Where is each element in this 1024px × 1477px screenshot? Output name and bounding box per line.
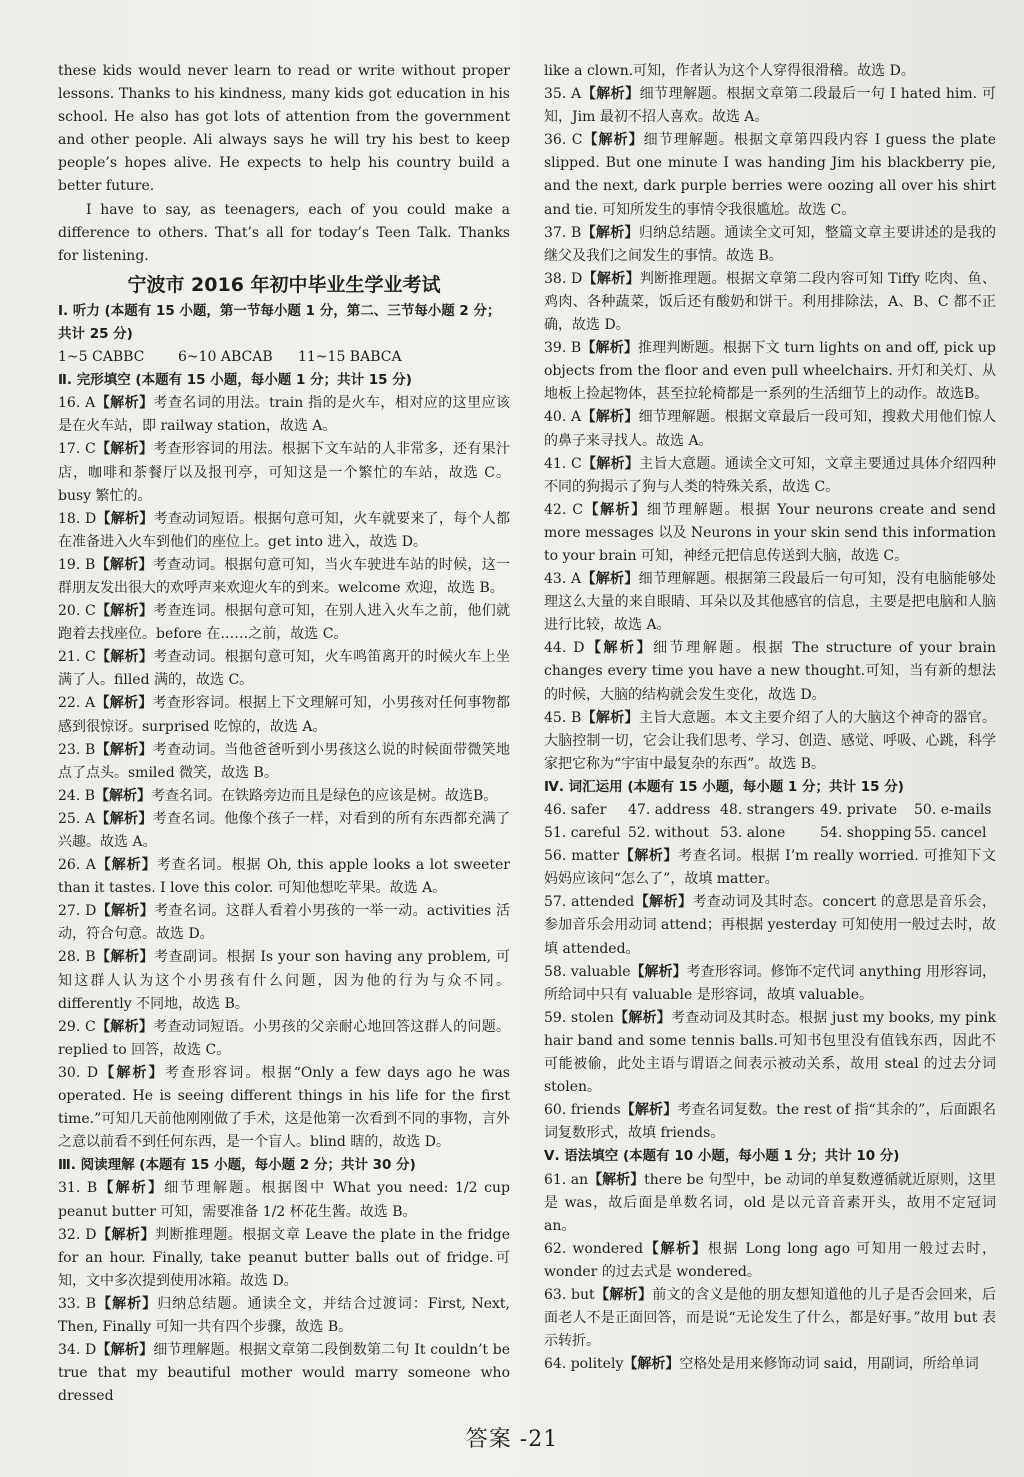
answer-item: 56. matter【解析】考查名词。根据 I’m really worried. 可推知下文妈妈应该问“怎么了”，故填 matter。 (544, 848, 996, 888)
answer-item: 41. C【解析】主旨大意题。通读全文可知，文章主要通过具体介绍四种不同的狗揭示了狗与人类的特殊关系，故选 C。 (544, 455, 997, 495)
answer-item: 38. D【解析】判断推理题。根据文章第二段内容可知 Tiffy 吃肉、鱼、鸡肉、各种蔬菜，饭后还有酸奶和饼干。利用排除法，A、B、C 都不正确，故选 D。 (544, 270, 997, 334)
answer-item: 23. B【解析】考查动词。当他爸爸听到小男孩这么说的时候面带微笑地点了点头。smiled 微笑，故选 B。 (58, 741, 510, 781)
answer-item: 28. B【解析】考查副词。根据 Is your son having any problem, 可知这群人认为这个小男孩有什么问题，因为他的行为与众不同。differently 不同地，故选 B。 (58, 949, 510, 1012)
answer-item: 63. but【解析】前文的含义是他的朋友想知道他的儿子是否会回来，后面老人不是正面回答，而是说“无论发生了什么，都是好事。”故用 but 表示转折。 (544, 1286, 996, 1350)
answer-item: 42. C【解析】细节理解题。根据 Your neurons create and send more messages 以及 Neurons in your skin send this information to your brain 可知，神经元把信息传送到大脑，故选 C。 (544, 501, 997, 564)
answer-item: 32. D【解析】判断推理题。根据文章 Leave the plate in the fridge for an hour. Finally, take peanut butter balls out of fridge.可知，文中多次提到使用冰箱。故选 D。 (58, 1226, 510, 1289)
vocab-answer: 46. safer (544, 802, 607, 818)
answer-item: 30. D【解析】考查形容词。根据“Only a few days ago he was operated. He is seeing different things in his life for the first time.”可知几天前他刚刚做了手术，这是他第一次看到不同的事物，言外之意以前看不到任何东西，是一个盲人。blind 瞎的，故选 D。 (58, 1064, 510, 1151)
answer-item: 27. D【解析】考查名词。这群人看着小男孩的一举一动。activities 活动，符合句意。故选 D。 (58, 903, 510, 943)
answer-item: 45. B【解析】主旨大意题。本文主要介绍了人的大脑这个神奇的器官。大脑控制一切，它会让我们思考、学习、创造、感觉、呼吸、心跳，科学家把它称为“宇宙中最复杂的东西”。故选 B。 (544, 709, 996, 772)
intro-paragraph-1: these kids would never learn to read or write without proper lessons. Thanks to his kindness, many kids got education in his school. He also has got lots of attention from the government and other people. Ali always says he will try his best to keep people’s hopes alive. He expects to help his country build a better future. (58, 63, 510, 195)
answer-item: 35. A【解析】细节理解题。根据文章第二段最后一句 I hated him. 可知，Jim 最初不招人喜欢。故选 A。 (544, 86, 997, 126)
answer-item: 29. C【解析】考查动词短语。小男孩的父亲耐心地回答这群人的问题。replied to 回答，故选 C。 (58, 1018, 511, 1058)
section-cloze-heading: Ⅱ. 完形填空 (本题有 15 小题，每小题 1 分；共计 15 分) (58, 372, 412, 389)
answer-item: 43. A【解析】细节理解题。根据第三段最后一句可知，没有电脑能够处理这么大量的来自眼睛、耳朵以及其他感官的信息，主要是把电脑和人脑进行比较，故选 A。 (544, 571, 997, 634)
section-grammar-heading: Ⅴ. 语法填空 (本题有 10 小题，每小题 1 分；共计 10 分) (544, 1148, 900, 1165)
vocab-answer: 54. shopping (820, 825, 912, 842)
answer-item: 21. C【解析】考查动词。根据句意可知，火车鸣笛离开的时候火车上坐满了人。filled 满的，故选 C。 (58, 649, 511, 689)
answer-item: 39. B【解析】推理判断题。根据下文 turn lights on and off, pick up objects from the floor and even pull wheelchairs. 开灯和关灯、从地板上捡起物体，甚至拉轮椅都是一系列的生活细节上的动作。故选B。 (544, 340, 997, 403)
answer-item: 17. C【解析】考查形容词的用法。根据下文车站的人非常多，还有果汁店，咖啡和茶餐厅以及报刊亭，可知这是一个繁忙的车站，故选 C。busy 繁忙的。 (58, 441, 511, 504)
left-column (58, 60, 510, 1408)
answer-item: 31. B【解析】细节理解题。根据图中 What you need: 1/2 cup peanut butter 可知，需要准备 1/2 杯花生酱。故选 B。 (58, 1180, 510, 1220)
continued-text: like a clown.可知，作者认为这个人穿得很滑稽。故选 D。 (544, 63, 915, 79)
answer-item: 33. B【解析】归纳总结题。通读全文，并结合过渡词：First, Next, Then, Finally 可知一共有四个步骤，故选 B。 (58, 1295, 510, 1335)
exam-title: 宁波市 2016 年初中毕业生学业考试 (127, 273, 441, 296)
section-listening-heading: Ⅰ. 听力 (本题有 15 小题，第一节每小题 1 分，第二、三节每小题 2 分；共计 25 分) (58, 302, 501, 342)
vocab-answer: 51. careful (544, 825, 621, 842)
answer-item: 26. A【解析】考查名词。根据 Oh, this apple looks a lot sweeter than it tastes. I love this color. 可知他想吃苹果。故选 A。 (58, 857, 510, 897)
answer-item: 61. an【解析】there be 句型中，be 动词的单复数遵循就近原则，这里是 was，故后面是单数名词，old 是以元音音素开头，故用不定冠词an。 (544, 1171, 997, 1234)
answer-item: 58. valuable【解析】考查形容词。修饰不定代词 anything 用形容词，所给词中只有 valuable 是形容词，故填 valuable。 (544, 963, 996, 1003)
listening-answer-3: 11~15 BABCA (298, 349, 402, 366)
answer-item: 19. B【解析】考查动词。根据句意可知，当火车驶进车站的时候，这一群朋友发出很大的欢呼声来欢迎火车的到来。welcome 欢迎，故选 B。 (58, 556, 510, 596)
vocab-answer: 48. strangers (720, 802, 815, 818)
answer-item: 18. D【解析】考查动词短语。根据句意可知，火车就要来了，每个人都在准备进入火车到他们的座位上。get into 进入，故选 D。 (58, 510, 510, 550)
answer-item: 16. A【解析】考查名词的用法。train 指的是火车，相对应的这里应该是在火车站，即 railway station，故选 A。 (58, 395, 511, 435)
answer-item: 20. C【解析】考查连词。根据句意可知，在别人进入火车之前，他们就跑着去找座位。before 在……之前，故选 C。 (58, 603, 511, 643)
answer-item: 62. wondered【解析】根据 Long long ago 可知用一般过去时，wonder 的过去式是 wondered。 (544, 1240, 996, 1280)
listening-answer-2: 6~10 ABCAB (178, 349, 273, 366)
section-vocabulary-heading: Ⅳ. 词汇运用 (本题有 15 小题，每小题 1 分；共计 15 分) (544, 778, 904, 795)
section-reading-heading: Ⅲ. 阅读理解 (本题有 15 小题，每小题 2 分；共计 30 分) (58, 1157, 416, 1174)
answer-item: 59. stolen【解析】考查动词及其时态。根据 just my books, my pink hair band and some tennis balls.可知书包里没有值钱东西，因此不可能被偷，此处主语与谓语之间表示被动关系，故用 steal 的过去分词 stolen。 (544, 1009, 997, 1096)
intro-paragraph-2: I have to say, as teenagers, each of you could make a difference to others. That’s all for today’s Teen Talk. Thanks for listening. (58, 201, 510, 264)
vocab-answers-row-2 (544, 822, 996, 845)
vocab-answer: 47. address (628, 802, 711, 818)
answer-item: 36. C【解析】细节理解题。根据文章第四段内容 I guess the plate slipped. But one minute I was handing Jim his blackberry pie, and the next, dark purple berries were oozing all over his shirt and tie. 可知所发生的事情令我很尴尬。故选 C。 (544, 132, 996, 218)
answer-item: 64. politely【解析】空格处是用来修饰动词 said，用副词，所给单词 (544, 1356, 979, 1373)
listening-answer-1: 1~5 CABBC (58, 349, 145, 366)
vocab-answer: 52. without (628, 825, 709, 842)
vocab-answer: 55. cancel (914, 825, 987, 842)
right-column (544, 60, 996, 1376)
vocab-answer: 53. alone (720, 825, 786, 842)
page-number: 答案 -21 (465, 1427, 559, 1452)
listening-answers (58, 346, 510, 369)
answer-item: 60. friends【解析】考查名词复数。the rest of 指“其余的”，后面跟名词复数形式，故填 friends。 (544, 1102, 996, 1142)
answer-item: 34. D【解析】细节理解题。根据文章第二段倒数第二句 It couldn’t be true that my beautiful mother would marry someone who dressed (58, 1342, 510, 1405)
answer-item: 37. B【解析】归纳总结题。通读全文可知，整篇文章主要讲述的是我的继父及我们之间发生的事情。故选 B。 (544, 224, 996, 264)
answer-item: 22. A【解析】考查形容词。根据上下文理解可知，小男孩对任何事物都感到很惊讶。surprised 吃惊的，故选 A。 (58, 695, 511, 735)
vocab-answer: 49. private (820, 802, 898, 818)
answer-item: 57. attended【解析】考查动词及其时态。concert 的意思是音乐会，参加音乐会用动词 attend；再根据 yesterday 可知使用一般过去时，故填 attended。 (544, 894, 996, 957)
vocab-answer: 50. e-mails (914, 802, 992, 818)
answer-item: 24. B【解析】考查名词。在铁路旁边而且是绿色的应该是树。故选B。 (58, 787, 498, 804)
answer-item: 40. A【解析】细节理解题。根据文章最后一段可知，搜救犬用他们惊人的鼻子来寻找人。故选 A。 (544, 409, 997, 449)
vocab-answers-row-1 (544, 799, 996, 822)
answer-item: 44. D【解析】细节理解题。根据 The structure of your brain changes every time you have a new thought.可知，当有新的想法的时候，大脑的结构就会发生变化，故选 D。 (544, 640, 996, 703)
answer-item: 25. A【解析】考查名词。他像个孩子一样，对看到的所有东西都充满了兴趣。故选 A。 (58, 810, 511, 850)
